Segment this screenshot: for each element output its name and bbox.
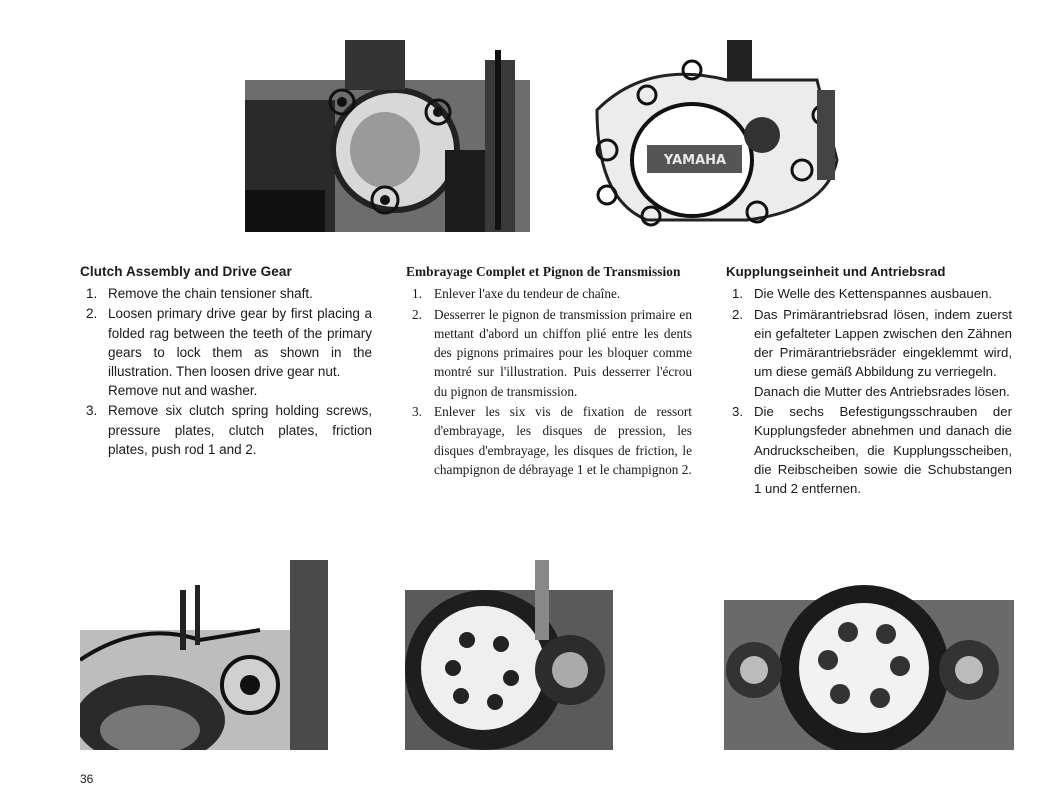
step-text: Remove six clutch spring holding screws, pressure plates, clutch plates, friction plates, push rod 1 and 2. <box>108 403 372 457</box>
step-extra-text: Remove nut and washer. <box>108 383 258 399</box>
german-steps <box>726 284 1012 498</box>
step-number: 3. <box>412 404 422 420</box>
engine-case-image <box>245 40 530 232</box>
step-number: 3. <box>86 403 98 419</box>
step-number: 1. <box>86 286 98 302</box>
clutch-screws-image <box>405 560 613 750</box>
step-text: Das Primärantriebsrad lösen, indem zuerst ein gefalteter Lappen zwischen den Zähnen der Primärantriebsräder eingeklemmt wird, um diese gemäß Abbildung zu verriegeln. <box>754 306 1012 380</box>
photo-clutch-plates <box>724 560 1014 750</box>
photo-clutch-screws <box>405 560 613 750</box>
english-heading: Clutch Assembly and Drive Gear <box>80 264 292 279</box>
photo-drive-gear-nut <box>80 560 328 750</box>
french-step-1 <box>406 284 692 303</box>
photo-clutch-cover <box>567 40 840 232</box>
step-text: Enlever les six vis de fixation de ressort d'embrayage, les disques de pression, les disques d'embrayage, les disques de friction, le champignon de débrayage 1 et le champignon 2. <box>434 404 692 477</box>
german-step-3 <box>726 402 1012 498</box>
step-text: Enlever l'axe du tendeur de chaîne. <box>434 286 621 302</box>
step-number: 1. <box>732 286 743 302</box>
drive-gear-image <box>80 560 328 750</box>
german-heading: Kupplungseinheit und Antriebsrad <box>726 264 946 279</box>
french-step-2 <box>406 305 692 401</box>
step-text: Loosen primary drive gear by first placing a folded rag between the teeth of the primary gears to lock them as shown in the illustration. Then loosen drive gear nut. <box>108 306 372 380</box>
english-step-1 <box>80 284 372 303</box>
step-number: 2. <box>732 306 743 322</box>
french-step-3 <box>406 402 692 479</box>
german-step-2 <box>726 305 1012 401</box>
step-text: Remove the chain tensioner shaft. <box>108 286 313 302</box>
step-number: 2. <box>412 306 422 322</box>
german-step-1 <box>726 284 1012 303</box>
english-instructions <box>80 262 372 460</box>
french-heading: Embrayage Complet et Pignon de Transmission <box>406 264 681 279</box>
french-steps <box>406 284 692 479</box>
cover-brand-text: YAMAHA <box>663 153 727 168</box>
step-text: Desserrer le pignon de transmission primaire en mettant d'abord un chiffon plié entre les dents des pignons primaires pour les bloquer comme montré sur l'illustration. Puis desserrer l'écrou du pignon de transmission. <box>434 306 692 399</box>
german-instructions <box>726 262 1012 500</box>
step-number: 2. <box>86 306 98 322</box>
clutch-cover-image <box>567 40 840 232</box>
step-number: 3. <box>732 404 743 420</box>
step-text: Die sechs Befestigungsschrauben der Kupplungsfeder abnehmen und danach die Andruckscheiben, die Kupplungsscheiben, die Reibscheiben sowie die Schubstangen 1 und 2 entfernen. <box>754 404 1012 497</box>
clutch-plates-image <box>724 560 1014 750</box>
english-step-2 <box>80 304 372 400</box>
english-steps <box>80 284 372 459</box>
english-step-3 <box>80 401 372 459</box>
french-instructions <box>406 262 692 480</box>
step-number: 1. <box>412 286 422 302</box>
page-number: 36 <box>80 772 94 786</box>
step-text: Die Welle des Kettenspannes ausbauen. <box>754 286 993 302</box>
photo-chain-tensioner <box>245 40 530 232</box>
step-extra-text: Danach die Mutter des Antriebsrades lösen. <box>754 383 1010 399</box>
